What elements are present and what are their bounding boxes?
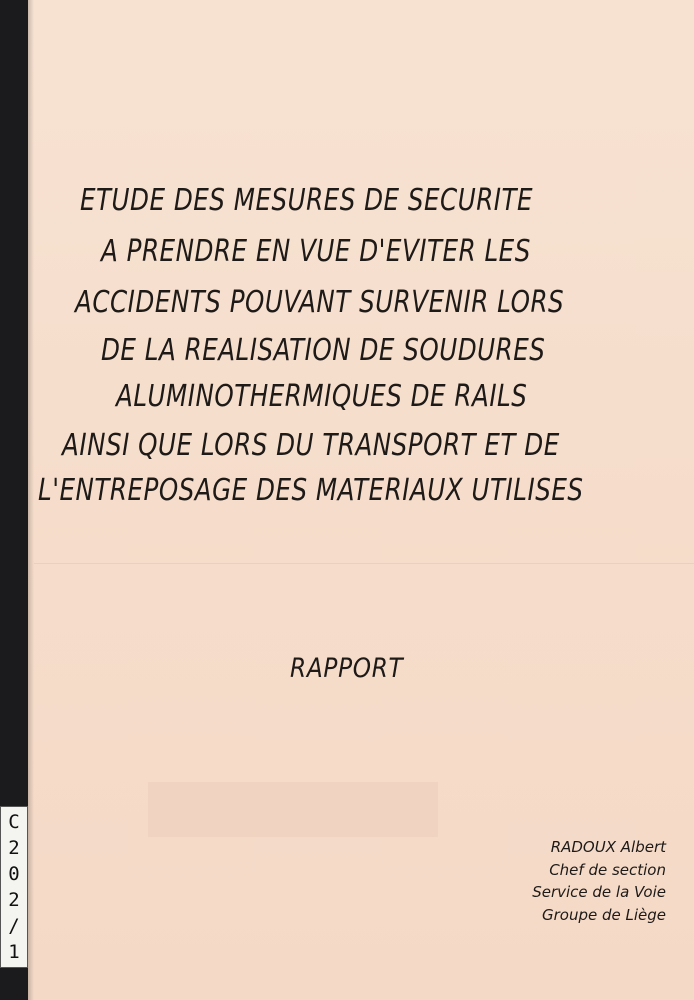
author-service: Service de la Voie <box>532 883 666 901</box>
faint-stain <box>148 782 438 837</box>
call-number-char: 2 <box>8 889 20 911</box>
call-number-char: 2 <box>8 837 20 859</box>
call-number-char: 1 <box>8 941 20 963</box>
author-name: RADOUX Albert <box>550 838 666 856</box>
call-number-label <box>0 806 28 968</box>
document-type-label: RAPPORT <box>290 653 404 684</box>
call-number-char: C <box>8 811 20 833</box>
call-number-char: / <box>8 915 20 937</box>
title-line-4: DE LA REALISATION DE SOUDURES <box>101 333 546 368</box>
title-line-2: A PRENDRE EN VUE D'EVITER LES <box>101 234 531 269</box>
call-number-char: 0 <box>8 863 20 885</box>
title-line-6: AINSI QUE LORS DU TRANSPORT ET DE <box>62 428 560 463</box>
spine-shadow <box>28 0 34 1000</box>
title-line-3: ACCIDENTS POUVANT SURVENIR LORS <box>75 285 565 320</box>
title-line-1: ETUDE DES MESURES DE SECURITE <box>80 183 534 218</box>
author-position: Chef de section <box>549 860 666 879</box>
author-group: Groupe de Liège <box>541 905 666 924</box>
paper-fold-line <box>34 563 694 564</box>
author-block <box>532 836 666 926</box>
title-line-5: ALUMINOTHERMIQUES DE RAILS <box>116 379 528 414</box>
title-line-7: L'ENTREPOSAGE DES MATERIAUX UTILISES <box>38 473 584 508</box>
